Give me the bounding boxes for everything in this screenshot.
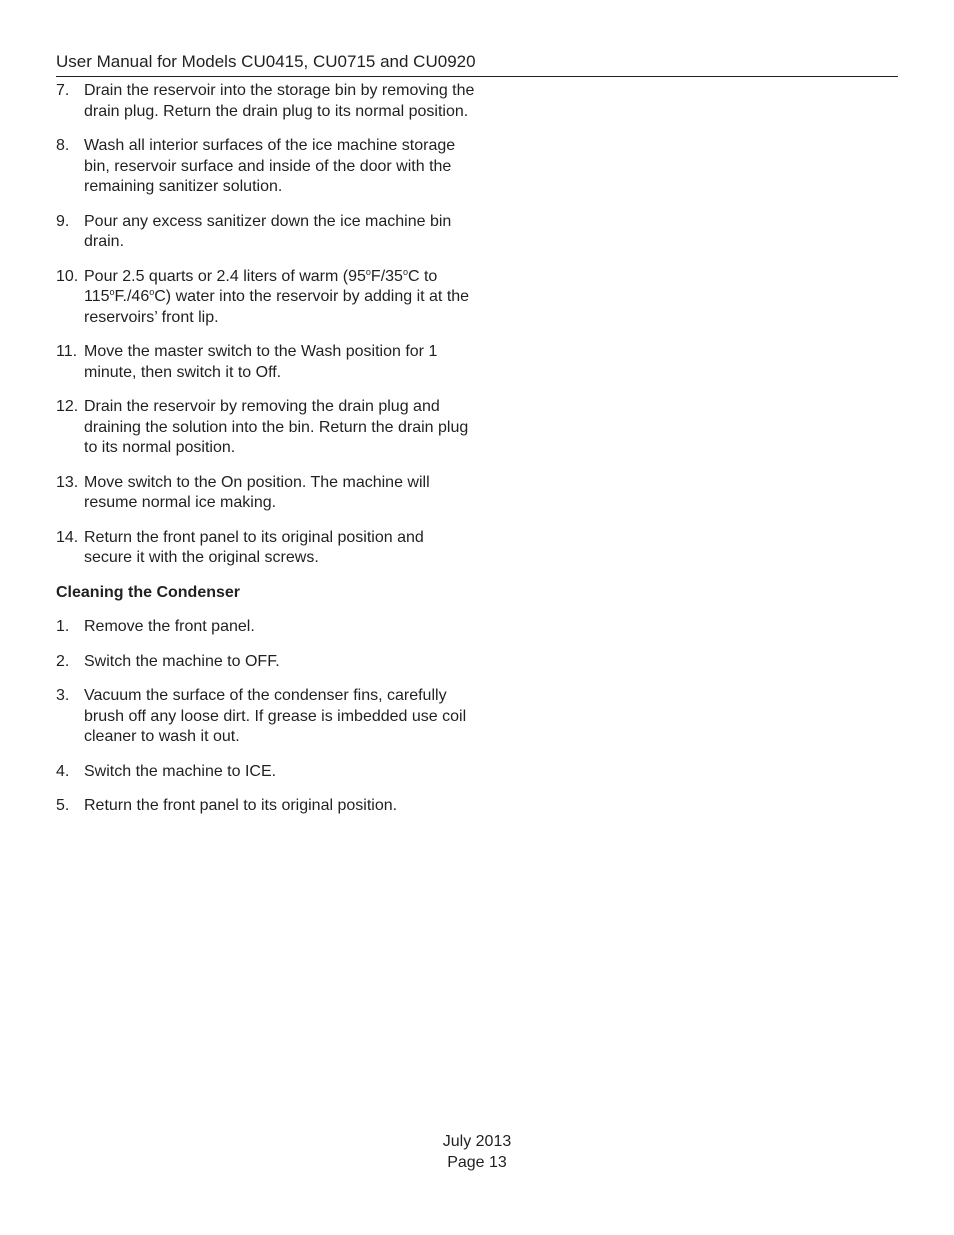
header-title: User Manual for Models CU0415, CU0715 and CU0920 (56, 52, 476, 71)
item-number: 3. (56, 687, 70, 704)
item-number: 8. (56, 137, 70, 154)
item-number: 9. (56, 212, 70, 230)
page-footer (0, 1131, 954, 1173)
content-column (56, 81, 476, 831)
degree-mark: o (402, 266, 408, 277)
item-number: 7. (56, 82, 70, 99)
item-text (84, 267, 476, 329)
text-part: F./46 (114, 288, 150, 305)
item-number: 12. (56, 398, 79, 415)
item-text: Switch the machine to OFF. (84, 652, 280, 670)
list-item (56, 796, 476, 817)
list-item (56, 762, 476, 783)
item-text: Return the front panel to its original position. (84, 797, 398, 814)
text-part: C) water into the reservoir by adding it at the reservoirs’ front lip. (84, 288, 470, 326)
item-text: Return the front panel to its original position and secure it with the original screws. (84, 528, 424, 566)
page-number: Page 13 (447, 1154, 507, 1171)
list-item (56, 81, 476, 122)
item-number: 4. (56, 762, 70, 780)
item-text: Remove the front panel. (84, 618, 255, 635)
item-number: 13. (56, 473, 79, 491)
list-item (56, 652, 476, 673)
item-text: Move the master switch to the Wash position for 1 minute, then switch it to Off. (84, 343, 438, 381)
list-item (56, 267, 476, 329)
text-part: C to 115 (84, 267, 438, 305)
page-header (56, 52, 898, 77)
item-text: Switch the machine to ICE. (84, 762, 277, 780)
item-text: Drain the reservoir into the storage bin by removing the drain plug. Return the drain plug to its normal position. (84, 82, 475, 120)
list-item (56, 342, 476, 383)
degree-mark: o (365, 266, 371, 277)
degree-mark: o (149, 287, 155, 297)
item-text: Vacuum the surface of the condenser fins, carefully brush off any loose dirt. If grease is imbedded use coil cleaner to wash it out. (84, 687, 467, 745)
footer-date: July 2013 (442, 1133, 512, 1150)
section-heading: Cleaning the Condenser (56, 583, 241, 601)
list-item (56, 617, 476, 638)
item-number: 1. (56, 618, 70, 635)
list-item (56, 136, 476, 198)
degree-mark: o (109, 287, 115, 297)
item-number: 14. (56, 528, 79, 546)
item-number: 10. (56, 267, 79, 285)
item-text: Drain the reservoir by removing the drain plug and draining the solution into the bin. Return the drain plug to its normal position. (84, 398, 469, 456)
list-item (56, 528, 476, 569)
item-number: 11. (56, 343, 78, 360)
item-text: Wash all interior surfaces of the ice machine storage bin, reservoir surface and inside of the door with the remaining sanitizer solution. (84, 137, 456, 195)
list-item (56, 212, 476, 253)
list-item (56, 686, 476, 748)
item-text: Move switch to the On position. The machine will resume normal ice making. (84, 473, 430, 511)
text-part: F/35 (370, 267, 403, 285)
text-part: Pour 2.5 quarts or 2.4 liters of warm (95 (84, 267, 366, 285)
item-text: Pour any excess sanitizer down the ice machine bin drain. (84, 212, 452, 250)
item-number: 5. (56, 797, 70, 814)
item-number: 2. (56, 652, 70, 670)
list-item (56, 473, 476, 514)
list-item (56, 397, 476, 459)
